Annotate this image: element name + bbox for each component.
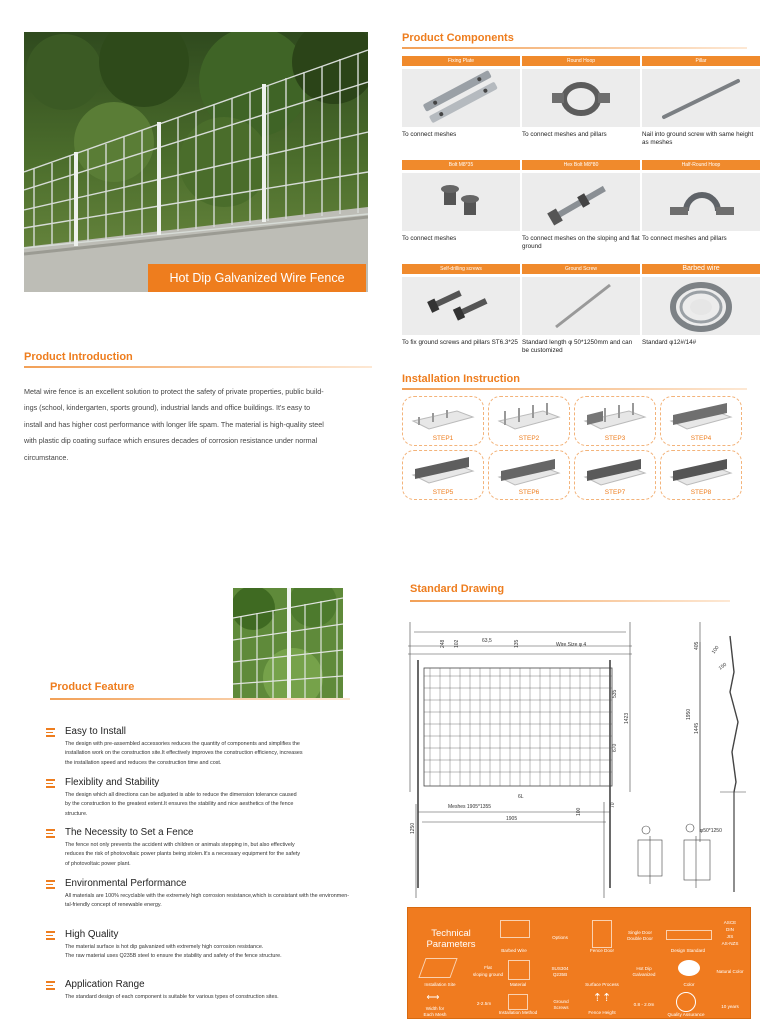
dim-label: 248 [440, 639, 446, 648]
feature-text [65, 791, 356, 819]
step-illustration-icon [583, 403, 647, 433]
list-icon [46, 829, 55, 840]
barbed-wire-icon [500, 920, 530, 938]
step-label: STEP5 [432, 489, 454, 496]
step-label: STEP7 [604, 489, 626, 496]
component-hex-bolt [522, 160, 640, 252]
component-name: Ground Screw [522, 264, 640, 274]
quality-badge-icon [676, 992, 696, 1012]
dim-label: 1950 [686, 708, 692, 720]
feature-title: The Necessity to Set a Fence [65, 827, 194, 838]
tech-cell: Single Door [627, 930, 652, 935]
feature-title: Easy to Install [65, 726, 126, 737]
tech-title: Technical Parameters [426, 928, 476, 950]
dim-label: Meshes 1905*1355 [448, 804, 492, 810]
feature-line: of photovoltaic power plant. [65, 860, 131, 867]
feature-title: Flexiblity and Stability [65, 777, 160, 788]
tech-cell: DIN [726, 927, 734, 932]
palette-icon [678, 960, 700, 976]
material-icon [508, 960, 530, 980]
tech-cell: Double Door [627, 936, 653, 941]
list-icon [46, 728, 55, 739]
feature-line: by the construction to the greatest extent.It ensures the stability and nice aesthetics of the fence [65, 801, 294, 808]
tech-cell: Design Standard [670, 948, 706, 953]
component-caption: To connect meshes and pillars [642, 235, 727, 242]
component-name: Round Hoop [522, 56, 640, 66]
technical-parameters-table [407, 907, 751, 1019]
screw-icon [402, 277, 520, 335]
dim-label: 535 [612, 689, 618, 698]
component-caption: To connect meshes [402, 235, 457, 242]
tech-cell: 0.8 - 2.0m [633, 1002, 655, 1007]
round-hoop-icon [522, 69, 640, 127]
feature-text [65, 892, 356, 911]
features-title: Product Feature [50, 681, 135, 693]
component-caption: To connect meshes [402, 131, 457, 138]
pillar-icon [642, 69, 760, 127]
drawing-divider [410, 600, 730, 602]
tech-cell: Hot Dip [636, 966, 652, 971]
tech-cell: Fence Height [588, 1010, 616, 1015]
intro-line: circumstance. [24, 452, 69, 462]
installation-title: Installation Instruction [402, 373, 520, 385]
dim-label: 1905 [506, 816, 518, 822]
drawing-title: Standard Drawing [410, 583, 505, 595]
feature-line: The design which all directions can be adjusted is able to reduce the dimension tolerance caused [65, 792, 297, 798]
tech-cell: Options [552, 935, 568, 940]
step-3 [574, 396, 656, 446]
installation-divider [402, 388, 747, 390]
dim-label: 670 [612, 743, 618, 752]
tech-cell: Each Mesh [423, 1012, 447, 1017]
step-label: STEP8 [690, 489, 712, 496]
feature-environmental [46, 878, 356, 911]
list-icon [46, 981, 55, 992]
feature-line: reduces the risk of photovoltaic power plants being stolen.It's a necessary equipment for the safety [65, 851, 301, 858]
dim-label: 102 [454, 639, 460, 648]
tech-cell: 10 years [721, 1004, 739, 1009]
components-divider [402, 47, 747, 49]
fence-closeup-photo [233, 588, 343, 700]
tech-cell: Barbed Wire [501, 948, 527, 953]
feature-line: The fence not only prevents the accident with children or animals stepping in, but also effectively [65, 842, 295, 848]
tech-cell: Galvanized [632, 972, 656, 977]
feature-line: The material surface is hot dip galvanized with extremely high corrosion resistance. [65, 944, 264, 950]
tech-cell: Installation Site [424, 982, 456, 987]
step-label: STEP2 [518, 435, 540, 442]
step-illustration-icon [497, 403, 561, 433]
hero-caption: Hot Dip Galvanized Wire Fence [148, 264, 366, 292]
component-half-round-hoop [642, 160, 760, 243]
step-label: STEP1 [432, 435, 454, 442]
step-illustration-icon [411, 403, 475, 433]
step-label: STEP4 [690, 435, 712, 442]
dim-label: 6L [518, 794, 524, 800]
dim-label: 1250 [410, 822, 416, 834]
step-2 [488, 396, 570, 446]
tech-cell: SUS304 [551, 966, 569, 971]
bolt-icon [402, 173, 520, 231]
feature-flexibility [46, 777, 356, 819]
height-arrows-icon: ⇡⇡ [592, 992, 612, 1004]
feature-text [65, 841, 356, 869]
component-caption: Nail into ground screw with same height as meshes [642, 131, 754, 147]
step-4 [660, 396, 742, 446]
standard-drawing [400, 612, 752, 904]
component-ground-screw [522, 264, 640, 356]
step-7 [574, 450, 656, 500]
tech-cell: Material [509, 982, 527, 987]
half-hoop-icon [642, 173, 760, 231]
list-icon [46, 931, 55, 942]
step-illustration-icon [669, 403, 733, 433]
feature-application-range [46, 979, 356, 1002]
feature-line: the installation speed and reduces the construction time and cost. [65, 759, 222, 766]
tech-cell: AS-NZS [721, 941, 739, 946]
intro-line: ings (school, kindergarten, sports ground), industrial lands and office buildings. It's easy to [24, 403, 311, 413]
tech-cell: Natural Color [716, 969, 744, 974]
intro-text [24, 384, 360, 466]
feature-necessity [46, 827, 356, 869]
intro-line: install and has higher cost performance with longer life spam. The material is high-quality steel [24, 419, 324, 429]
slope-icon [418, 958, 457, 978]
component-round-hoop [522, 56, 640, 139]
component-name: Hex Bolt M8*80 [522, 160, 640, 170]
dim-label: 63,5 [482, 638, 492, 644]
dim-label: Wire Size φ 4 [556, 642, 587, 648]
component-name: Bolt M8*35 [402, 160, 520, 170]
component-name: Half-Round Hoop [642, 160, 760, 170]
ruler-icon [666, 930, 712, 940]
component-name: Barbed wire [642, 264, 760, 274]
tech-cell: Color [683, 982, 695, 987]
feature-text [65, 993, 356, 1002]
dim-label: φ50*1250 [700, 828, 722, 834]
width-arrow-icon: ⟷ [426, 992, 440, 1002]
tech-cell: Fence Door [589, 948, 614, 953]
tech-cell: JIS [726, 934, 734, 939]
tech-cell: Screws [553, 1005, 569, 1010]
feature-text [65, 943, 356, 962]
list-icon [46, 779, 55, 790]
step-8 [660, 450, 742, 500]
step-illustration-icon [411, 457, 475, 487]
component-caption: Standard length φ 50*1250mm and can be customized [522, 339, 633, 355]
feature-text [65, 740, 356, 768]
intro-divider [24, 366, 372, 368]
tech-cell: sloping ground [472, 972, 504, 977]
barbed-wire-icon [642, 277, 760, 335]
fence-door-icon [592, 920, 612, 948]
feature-line: The design with pre-assembled accessories reduces the quantity of components and simplifies the [65, 741, 300, 747]
dim-label: 405 [694, 641, 700, 650]
step-illustration-icon [669, 457, 733, 487]
feature-title: Application Range [65, 979, 145, 990]
component-fixing-plate [402, 56, 520, 139]
installation-icon [508, 994, 528, 1010]
feature-line: All materials are 100% recyclable with the extremely high corrosion resistance,which is consistant with the environmen- [65, 893, 350, 899]
intro-line: Metal wire fence is an excellent solution to protect the safety of private properties, public build- [24, 387, 324, 396]
component-self-drilling-screws [402, 264, 520, 347]
feature-easy-install [46, 726, 356, 768]
step-illustration-icon [497, 457, 561, 487]
step-1 [402, 396, 484, 446]
tech-cell: ASCE [723, 920, 737, 925]
step-5 [402, 450, 484, 500]
feature-line: structure. [65, 810, 88, 817]
components-title: Product Components [402, 32, 514, 44]
component-caption: To connect meshes on the sloping and flat ground [522, 235, 640, 251]
tech-cell: Surface Process [585, 982, 619, 987]
fence-photo [24, 32, 368, 292]
feature-title: Environmental Performance [65, 878, 187, 889]
dim-label: 135 [514, 639, 520, 648]
component-pillar [642, 56, 760, 148]
step-6 [488, 450, 570, 500]
feature-line: The raw material uses Q235B steel to ensure the stability and safety of the fence structure. [65, 953, 282, 960]
tech-cell: Q235B [552, 972, 568, 977]
tech-cell: Quality Assurance [667, 1012, 705, 1017]
dim-label: 1423 [624, 712, 630, 724]
dim-label: 150 [717, 661, 728, 672]
tech-cell: Width for [425, 1006, 445, 1011]
dim-label: 100 [710, 644, 721, 656]
step-label: STEP3 [604, 435, 626, 442]
component-barbed-wire [642, 264, 760, 347]
step-illustration-icon [583, 457, 647, 487]
feature-line: installation work on the construction site.It effectively improves the construction efficiency, increases [65, 750, 303, 757]
dim-label: 100 [576, 807, 582, 816]
component-name: Self-drilling screws [402, 264, 520, 274]
dim-label: 70 [610, 802, 616, 808]
component-name: Pillar [642, 56, 760, 66]
tech-cell: Installation Method [498, 1010, 538, 1015]
tech-cell: Ground [553, 999, 569, 1004]
list-icon [46, 880, 55, 891]
tech-cell: Flat [484, 965, 492, 970]
fixing-plate-icon [402, 69, 520, 127]
feature-line: The standard design of each component is suitable for various types of construction sites. [65, 994, 279, 1000]
tech-cell: 2-2.5m [476, 1001, 492, 1006]
ground-screw-icon [522, 277, 640, 335]
component-caption: To connect meshes and pillars [522, 131, 607, 138]
intro-line: with plastic dip coating surface which ensures decades of corrosion resistance under normal [24, 436, 318, 446]
feature-title: High Quality [65, 929, 119, 940]
component-bolt [402, 160, 520, 243]
features-divider [50, 698, 350, 700]
component-caption: To fix ground screws and pillars ST6.3*25 [402, 339, 518, 346]
feature-line: tal-friendly concept of renewable energy. [65, 902, 162, 909]
component-name: Fixing Plate [402, 56, 520, 66]
feature-high-quality [46, 929, 356, 962]
component-caption: Standard φ12#/14# [642, 339, 697, 346]
hex-bolt-icon [522, 173, 640, 231]
intro-title: Product Introduction [24, 351, 133, 363]
dim-label: 1445 [694, 722, 700, 734]
step-label: STEP6 [518, 489, 540, 496]
